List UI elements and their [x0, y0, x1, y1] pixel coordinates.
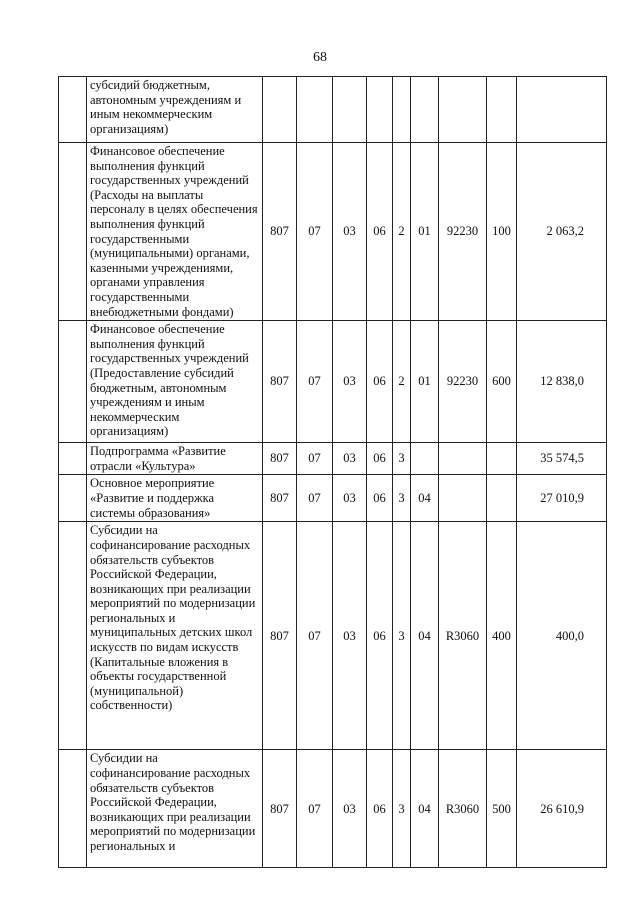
subprogram-code-cell [393, 77, 411, 143]
subprogram-code-cell: 2 [393, 321, 411, 443]
description-cell: субсидий бюджетным, автономным учреждениям и иным некоммерческим организациям) [87, 77, 263, 143]
admin-code-cell: 807 [263, 475, 297, 522]
description-cell: Основное мероприятие «Развитие и поддержка системы образования» [87, 475, 263, 522]
program-code-cell: 06 [367, 522, 393, 750]
amount-cell: 2 063,2 [517, 143, 607, 321]
row-number-cell [59, 522, 87, 750]
subsection-code-cell [333, 77, 367, 143]
description-cell: Финансовое обеспечение выполнения функций государственных учреждений (Расходы на выплаты персоналу в целях обеспечения выполнения функций государственными (муниципальными) органами, казенными учреждениями, органами управления государственными внебюджетными фондами) [87, 143, 263, 321]
section-code-cell: 07 [297, 143, 333, 321]
expense-type-cell: 400 [487, 522, 517, 750]
section-code-cell: 07 [297, 475, 333, 522]
table-row [59, 77, 607, 143]
table-row [59, 522, 607, 750]
table-row [59, 750, 607, 868]
row-number-cell [59, 750, 87, 868]
subsection-code-cell: 03 [333, 443, 367, 475]
program-code-cell: 06 [367, 143, 393, 321]
table-row [59, 321, 607, 443]
admin-code-cell: 807 [263, 321, 297, 443]
event-code-cell: 04 [411, 750, 439, 868]
direction-code-cell: 92230 [439, 321, 487, 443]
expense-type-cell [487, 475, 517, 522]
direction-code-cell [439, 77, 487, 143]
section-code-cell: 07 [297, 750, 333, 868]
admin-code-cell: 807 [263, 750, 297, 868]
table-row [59, 475, 607, 522]
subsection-code-cell: 03 [333, 475, 367, 522]
row-number-cell [59, 77, 87, 143]
admin-code-cell: 807 [263, 443, 297, 475]
amount-cell: 27 010,9 [517, 475, 607, 522]
event-code-cell: 04 [411, 522, 439, 750]
amount-cell [517, 77, 607, 143]
description-cell: Субсидии на софинансирование расходных обязательств субъектов Российской Федерации, возникающих при реализации мероприятий по модернизации региональных и муниципальных детских школ искусств по видам искусств (Капитальные вложения в объекты государственной (муниципальной) собственности) [87, 522, 263, 750]
event-code-cell: 04 [411, 475, 439, 522]
event-code-cell: 01 [411, 321, 439, 443]
program-code-cell [367, 77, 393, 143]
event-code-cell: 01 [411, 143, 439, 321]
subsection-code-cell: 03 [333, 522, 367, 750]
subprogram-code-cell: 2 [393, 143, 411, 321]
description-cell: Подпрограмма «Развитие отрасли «Культура» [87, 443, 263, 475]
expense-type-cell [487, 77, 517, 143]
description-cell: Субсидии на софинансирование расходных обязательств субъектов Российской Федерации, возникающих при реализации мероприятий по модернизации региональных и [87, 750, 263, 868]
subprogram-code-cell: 3 [393, 443, 411, 475]
program-code-cell: 06 [367, 475, 393, 522]
direction-code-cell [439, 475, 487, 522]
row-number-cell [59, 143, 87, 321]
event-code-cell [411, 77, 439, 143]
subsection-code-cell: 03 [333, 143, 367, 321]
expense-type-cell: 500 [487, 750, 517, 868]
admin-code-cell: 807 [263, 522, 297, 750]
subsection-code-cell: 03 [333, 321, 367, 443]
table-row [59, 443, 607, 475]
program-code-cell: 06 [367, 443, 393, 475]
subprogram-code-cell: 3 [393, 475, 411, 522]
row-number-cell [59, 443, 87, 475]
page-number: 68 [313, 50, 327, 65]
row-number-cell [59, 321, 87, 443]
section-code-cell: 07 [297, 321, 333, 443]
description-cell: Финансовое обеспечение выполнения функций государственных учреждений (Предоставление субсидий бюджетным, автономным учреждениям и иным некоммерческим организациям) [87, 321, 263, 443]
program-code-cell: 06 [367, 321, 393, 443]
section-code-cell: 07 [297, 443, 333, 475]
amount-cell: 26 610,9 [517, 750, 607, 868]
expense-type-cell: 600 [487, 321, 517, 443]
subprogram-code-cell: 3 [393, 522, 411, 750]
expense-type-cell: 100 [487, 143, 517, 321]
admin-code-cell [263, 77, 297, 143]
section-code-cell [297, 77, 333, 143]
amount-cell: 400,0 [517, 522, 607, 750]
direction-code-cell: R3060 [439, 522, 487, 750]
admin-code-cell: 807 [263, 143, 297, 321]
subprogram-code-cell: 3 [393, 750, 411, 868]
amount-cell: 12 838,0 [517, 321, 607, 443]
section-code-cell: 07 [297, 522, 333, 750]
budget-table [58, 76, 607, 868]
row-number-cell [59, 475, 87, 522]
direction-code-cell: R3060 [439, 750, 487, 868]
amount-cell: 35 574,5 [517, 443, 607, 475]
direction-code-cell [439, 443, 487, 475]
direction-code-cell: 92230 [439, 143, 487, 321]
event-code-cell [411, 443, 439, 475]
table-row [59, 143, 607, 321]
expense-type-cell [487, 443, 517, 475]
program-code-cell: 06 [367, 750, 393, 868]
subsection-code-cell: 03 [333, 750, 367, 868]
